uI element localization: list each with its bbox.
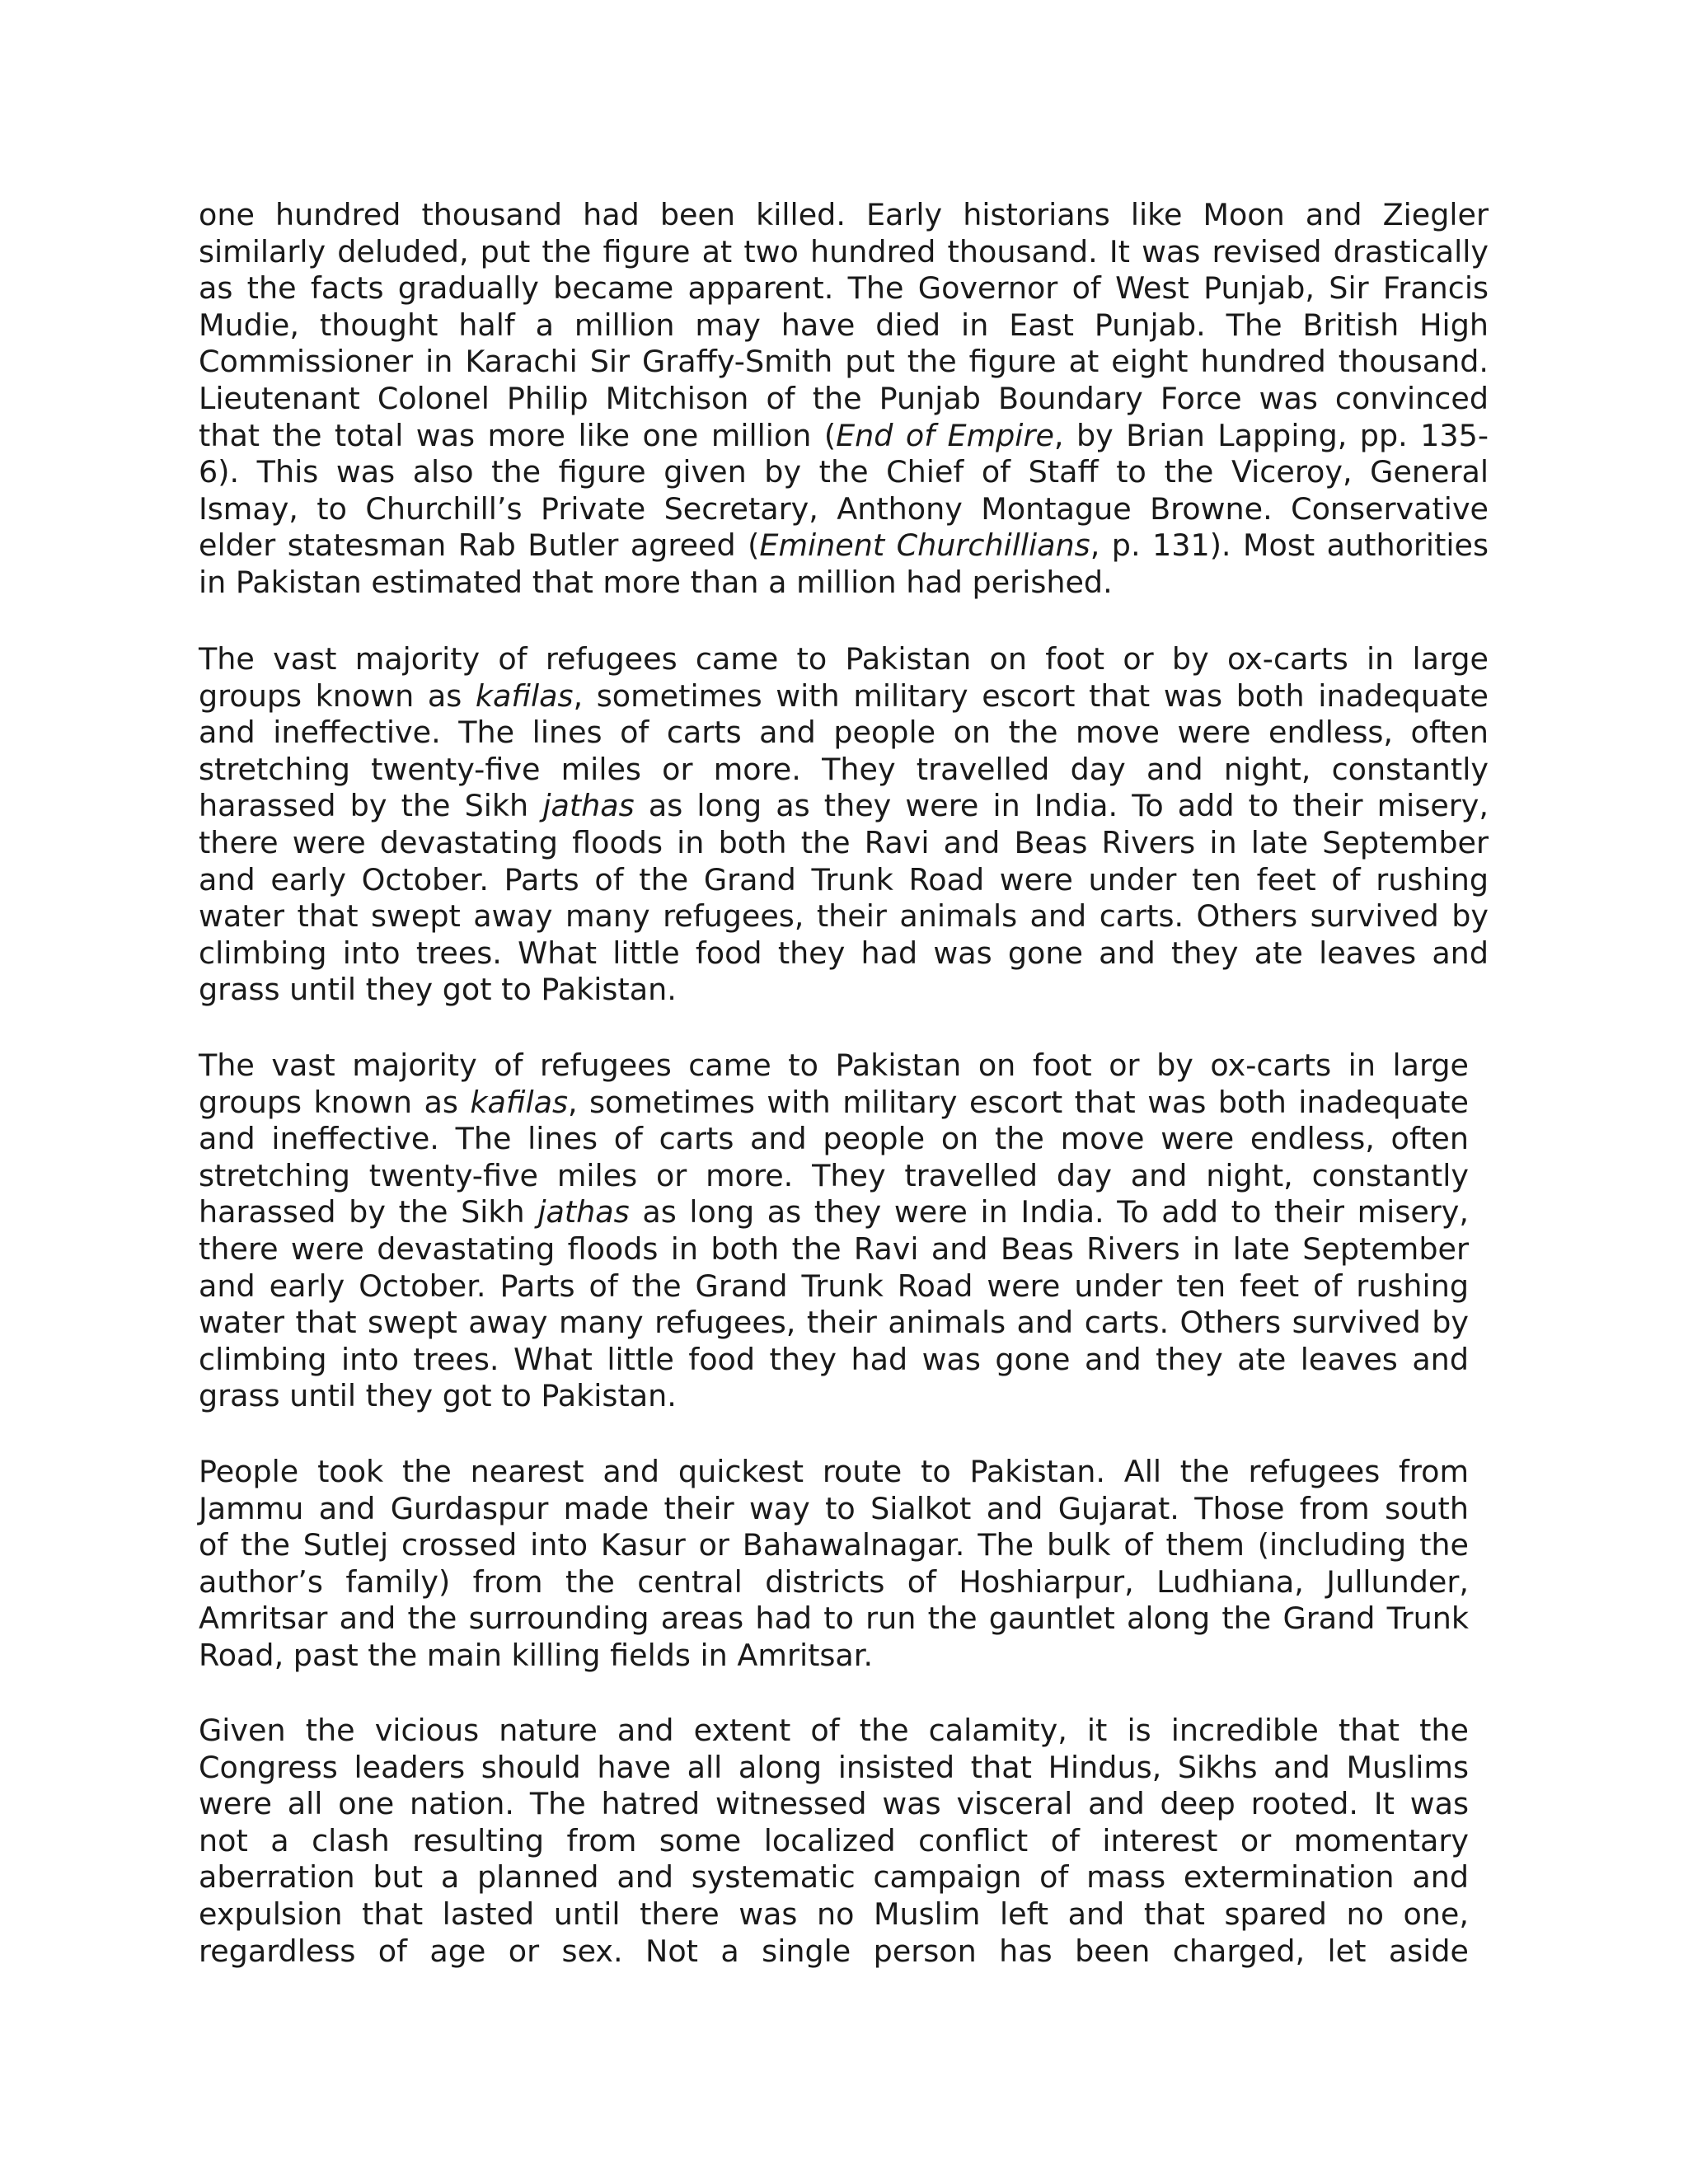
text-line: The vast majority of refugees came to Pakistan on foot or by ox-carts in large <box>199 1047 1469 1083</box>
text-line: and early October. Parts of the Grand Trunk Road were under ten feet of rushing <box>199 1268 1469 1304</box>
text-line: regardless of age or sex. Not a single person has been charged, let aside <box>199 1933 1469 1969</box>
text-line: Lieutenant Colonel Philip Mitchison of the Punjab Boundary Force was convinced <box>199 380 1489 416</box>
text-line: People took the nearest and quickest route to Pakistan. All the refugees from <box>199 1454 1469 1489</box>
text-line: harassed by the Sikh jathas as long as they were in India. To add to their misery, <box>199 1194 1469 1230</box>
text-line: 6). This was also the figure given by the Chief of Staff to the Viceroy, General <box>199 454 1489 490</box>
text-line: and early October. Parts of the Grand Trunk Road were under ten feet of rushing <box>199 861 1489 898</box>
text-line: Road, past the main killing fields in Amritsar. <box>199 1637 874 1673</box>
text-line: there were devastating floods in both the Ravi and Beas Rivers in late September <box>199 1230 1469 1267</box>
text-line: water that swept away many refugees, their animals and carts. Others survived by <box>199 898 1489 935</box>
text-line: Ismay, to Churchill’s Private Secretary, Anthony Montague Browne. Conservative <box>199 490 1489 527</box>
text-line: similarly deluded, put the figure at two hundred thousand. It was revised drastically <box>199 233 1489 269</box>
text-line: Jammu and Gurdaspur made their way to Sialkot and Gujarat. Those from south <box>199 1490 1469 1526</box>
paragraph-refugees-kafilas-repeat <box>199 1047 1469 1415</box>
text-line: Commissioner in Karachi Sir Graffy-Smith put the figure at eight hundred thousand. <box>199 344 1489 380</box>
paragraph-death-toll <box>199 197 1489 602</box>
text-line: Congress leaders should have all along insisted that Hindus, Sikhs and Muslims <box>199 1749 1469 1785</box>
text-line: in Pakistan estimated that more than a million had perished. <box>199 564 1113 600</box>
text-line: and ineffective. The lines of carts and people on the move were endless, often <box>199 1121 1469 1157</box>
text-line: stretching twenty-five miles or more. They travelled day and night, constantly <box>199 751 1489 787</box>
text-line: aberration but a planned and systematic campaign of mass extermination and <box>199 1859 1469 1896</box>
italic-title: kafilas <box>470 1084 568 1120</box>
text-line: as the facts gradually became apparent. The Governor of West Punjab, Sir Francis <box>199 270 1489 307</box>
text-line: were all one nation. The hatred witnessed was visceral and deep rooted. It was <box>199 1786 1469 1822</box>
text-line: groups known as kafilas, sometimes with military escort that was both inadequate <box>199 677 1489 714</box>
text-line: and ineffective. The lines of carts and people on the move were endless, often <box>199 715 1489 751</box>
text-line: Amritsar and the surrounding areas had to run the gauntlet along the Grand Trunk <box>199 1601 1469 1637</box>
text-line: harassed by the Sikh jathas as long as they were in India. To add to their misery, <box>199 788 1489 824</box>
text-line: author’s family) from the central districts of Hoshiarpur, Ludhiana, Jullunder, <box>199 1563 1469 1600</box>
text-line: not a clash resulting from some localized conflict of interest or momentary <box>199 1822 1469 1858</box>
italic-title: jathas <box>537 1194 630 1230</box>
paragraph-refugees-kafilas <box>199 641 1489 1009</box>
text-line: water that swept away many refugees, their animals and carts. Others survived by <box>199 1305 1469 1341</box>
text-line: that the total was more like one million (End of Empire, by Brian Lapping, pp. 135- <box>199 417 1489 453</box>
italic-title: Eminent Churchillians <box>759 527 1090 564</box>
italic-title: End of Empire <box>836 417 1054 453</box>
italic-title: jathas <box>542 788 635 824</box>
text-line: of the Sutlej crossed into Kasur or Bahawalnagar. The bulk of them (including the <box>199 1527 1469 1563</box>
paragraph-routes-to-pakistan <box>199 1454 1469 1675</box>
text-line: one hundred thousand had been killed. Early historians like Moon and Ziegler <box>199 197 1489 232</box>
text-line: Mudie, thought half a million may have died in East Punjab. The British High <box>199 307 1489 343</box>
text-line: expulsion that lasted until there was no Muslim left and that spared no one, <box>199 1896 1469 1932</box>
text-line: there were devastating floods in both the Ravi and Beas Rivers in late September <box>199 824 1489 860</box>
text-line: climbing into trees. What little food they had was gone and they ate leaves and <box>199 935 1489 971</box>
text-line: groups known as kafilas, sometimes with military escort that was both inadequate <box>199 1084 1469 1120</box>
italic-title: kafilas <box>475 677 574 714</box>
text-line: grass until they got to Pakistan. <box>199 1378 677 1414</box>
text-line: climbing into trees. What little food they had was gone and they ate leaves and <box>199 1341 1469 1377</box>
paragraph-calamity <box>199 1713 1469 1970</box>
text-line: grass until they got to Pakistan. <box>199 972 677 1008</box>
text-line: The vast majority of refugees came to Pakistan on foot or by ox-carts in large <box>199 641 1489 677</box>
text-line: stretching twenty-five miles or more. They travelled day and night, constantly <box>199 1157 1469 1193</box>
text-line: Given the vicious nature and extent of the calamity, it is incredible that the <box>199 1713 1469 1748</box>
text-line: elder statesman Rab Butler agreed (Eminent Churchillians, p. 131). Most authorities <box>199 527 1489 564</box>
